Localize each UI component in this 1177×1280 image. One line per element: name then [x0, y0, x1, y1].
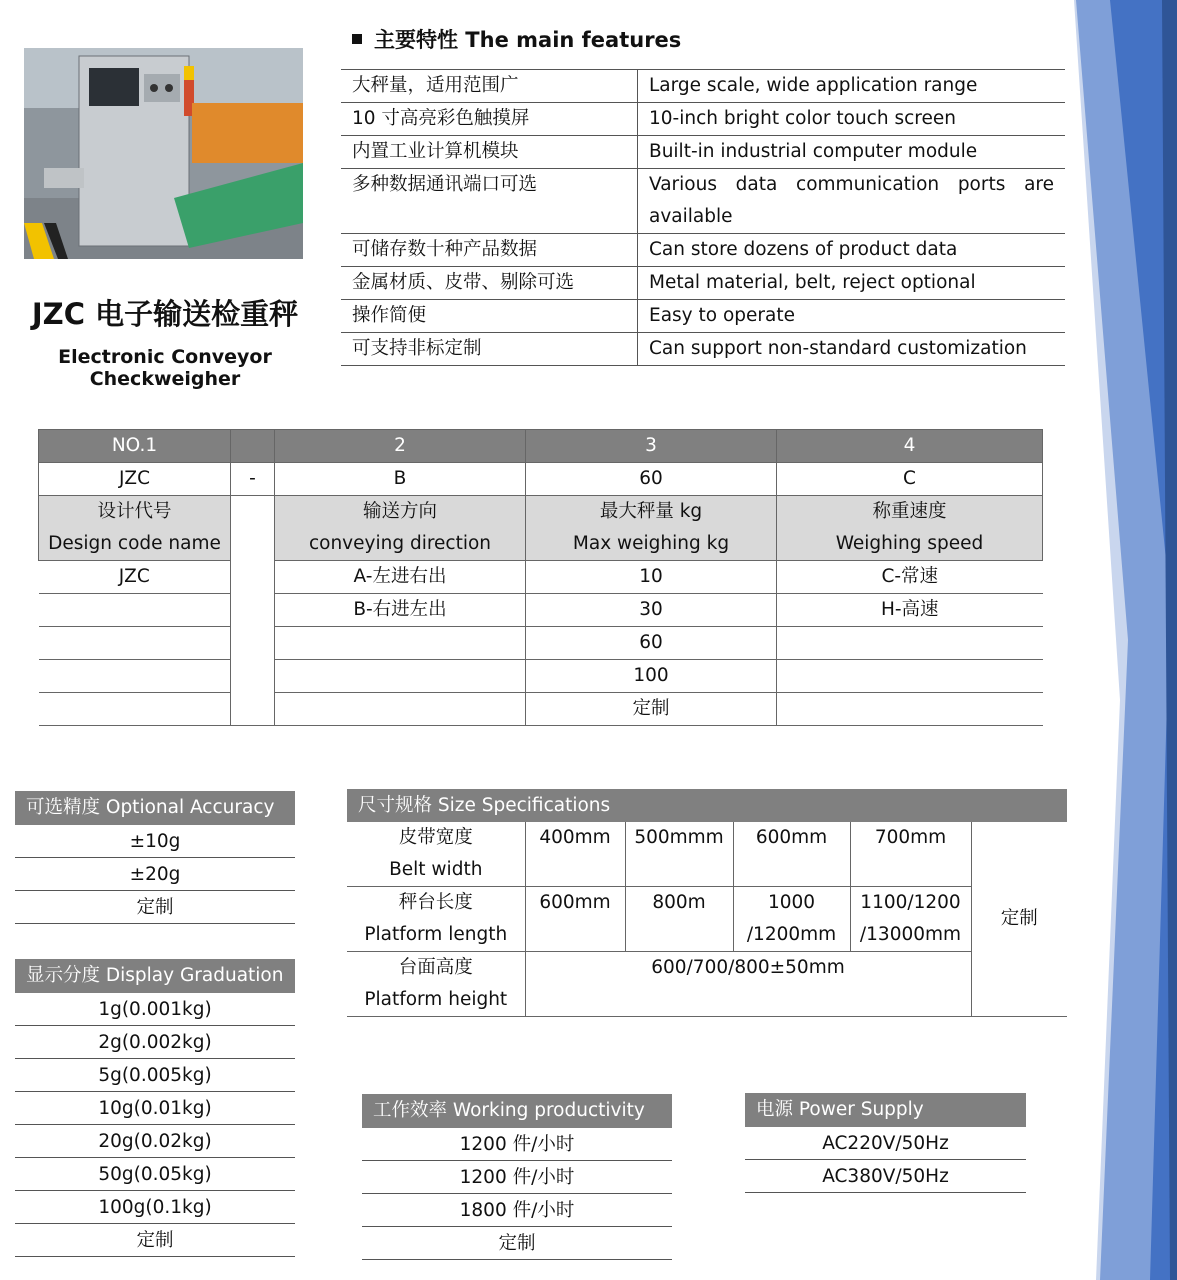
feature-en: Metal material, belt, reject optional: [638, 267, 1066, 300]
feature-cn: 大秤量，适用范围广: [341, 70, 638, 103]
code-option-cell: A-左进右出: [275, 561, 526, 594]
code-example-cell: 60: [526, 463, 777, 496]
code-option-cell: [39, 627, 231, 660]
code-option-cell: H-高速: [777, 594, 1043, 627]
code-option-row: [39, 594, 1043, 627]
feature-cn: 操作简便: [341, 300, 638, 333]
size-label-en: Belt width: [389, 859, 483, 880]
feature-en: 10-inch bright color touch screen: [638, 103, 1066, 136]
size-value: 1100/1200 /13000mm: [850, 887, 971, 952]
accuracy-heading: 可选精度 Optional Accuracy: [15, 791, 295, 825]
code-option-cell: [275, 660, 526, 693]
size-label-en: Platform length: [364, 924, 508, 945]
productivity-table: [362, 1094, 672, 1260]
size-label-cn: 秤台长度: [398, 892, 473, 913]
features-table: [341, 69, 1065, 366]
separator-column: [231, 496, 275, 726]
feature-cn: 内置工业计算机模块: [341, 136, 638, 169]
graduation-item: 20g(0.02kg): [15, 1125, 295, 1158]
size-value: 400mm: [525, 822, 625, 887]
code-option-cell: [777, 693, 1043, 726]
size-value: 500mmm: [625, 822, 733, 887]
feature-en: Built-in industrial computer module: [638, 136, 1066, 169]
code-option-cell: 定制: [526, 693, 777, 726]
code-label-cell: [39, 496, 231, 561]
code-option-cell: [777, 660, 1043, 693]
feature-row: [341, 136, 1065, 169]
accuracy-table: [15, 791, 295, 924]
code-label-en: Weighing speed: [835, 533, 984, 554]
productivity-item: 定制: [362, 1227, 672, 1260]
feature-en: Can store dozens of product data: [638, 234, 1066, 267]
feature-cn: 10 寸高亮彩色触摸屏: [341, 103, 638, 136]
productivity-item: 1200 件/小时: [362, 1161, 672, 1194]
graduation-item: 定制: [15, 1224, 295, 1257]
productivity-item: 1800 件/小时: [362, 1194, 672, 1227]
code-header-cell: 2: [275, 430, 526, 463]
code-option-cell: [39, 660, 231, 693]
code-option-row: [39, 561, 1043, 594]
size-heading: 尺寸规格 Size Specifications: [347, 789, 1067, 822]
code-example-cell: JZC: [39, 463, 231, 496]
feature-en: Large scale, wide application range: [638, 70, 1066, 103]
graduation-table: [15, 959, 295, 1257]
graduation-heading: 显示分度 Display Graduation: [15, 959, 295, 993]
power-item: AC380V/50Hz: [745, 1160, 1026, 1193]
code-option-cell: C-常速: [777, 561, 1043, 594]
code-option-row: [39, 627, 1043, 660]
productivity-item: 1200 件/小时: [362, 1128, 672, 1161]
graduation-item: 1g(0.001kg): [15, 993, 295, 1026]
code-example-cell: -: [231, 463, 275, 496]
code-option-cell: B-右进左出: [275, 594, 526, 627]
features-heading: [352, 24, 681, 54]
accuracy-item: ±10g: [15, 825, 295, 858]
product-title-cn: JZC 电子输送检重秤: [31, 297, 299, 331]
accuracy-item: 定制: [15, 891, 295, 924]
code-label-cell: [526, 496, 777, 561]
product-title-en: Electronic Conveyor Checkweigher: [58, 346, 272, 390]
code-label-cn: 称重速度: [872, 501, 947, 522]
feature-row: [341, 70, 1065, 103]
features-heading-text: 主要特性 The main features: [374, 28, 682, 52]
productivity-heading: 工作效率 Working productivity: [362, 1094, 672, 1128]
size-row-belt-width: [347, 822, 1067, 887]
code-option-cell: 100: [526, 660, 777, 693]
code-label-cn: 最大秤量 kg: [599, 501, 703, 522]
feature-en: Can support non-standard customization: [638, 333, 1066, 366]
code-option-row: [39, 660, 1043, 693]
feature-en: Various data communication ports are available: [649, 174, 1054, 227]
feature-row: [341, 169, 1065, 234]
code-label-en: Design code name: [48, 533, 221, 554]
code-option-row: [39, 693, 1043, 726]
graduation-item: 100g(0.1kg): [15, 1191, 295, 1224]
graduation-item: 50g(0.05kg): [15, 1158, 295, 1191]
code-option-cell: JZC: [39, 561, 231, 594]
code-option-cell: [275, 693, 526, 726]
code-header-cell: [231, 430, 275, 463]
product-photo: [24, 48, 303, 259]
size-row-platform-length: [347, 887, 1067, 952]
size-value: 600mm: [525, 887, 625, 952]
size-label-cn: 台面高度: [398, 957, 473, 978]
size-custom: 定制: [971, 822, 1067, 1017]
size-spec-table: [347, 789, 1067, 1017]
size-value: 600mm: [733, 822, 850, 887]
code-example-row: [39, 463, 1043, 496]
code-example-cell: C: [777, 463, 1043, 496]
code-label-cell: [275, 496, 526, 561]
graduation-item: 2g(0.002kg): [15, 1026, 295, 1059]
model-code-table: [38, 429, 1043, 726]
feature-row: [341, 333, 1065, 366]
power-heading: 电源 Power Supply: [745, 1093, 1026, 1127]
feature-en: Easy to operate: [638, 300, 1066, 333]
square-bullet-icon: [352, 34, 362, 44]
code-option-cell: 30: [526, 594, 777, 627]
feature-row: [341, 103, 1065, 136]
code-label-cn: 设计代号: [97, 501, 172, 522]
power-item: AC220V/50Hz: [745, 1127, 1026, 1160]
size-value: 1000 /1200mm: [733, 887, 850, 952]
graduation-item: 10g(0.01kg): [15, 1092, 295, 1125]
code-label-cell: [777, 496, 1043, 561]
power-table: [745, 1093, 1026, 1193]
code-header-cell: 3: [526, 430, 777, 463]
feature-cn: 金属材质、皮带、剔除可选: [341, 267, 638, 300]
code-header-cell: NO.1: [39, 430, 231, 463]
feature-row: [341, 234, 1065, 267]
size-heading-row: [347, 789, 1067, 822]
code-option-cell: [39, 693, 231, 726]
code-header-cell: 4: [777, 430, 1043, 463]
code-label-cn: 输送方向: [362, 501, 437, 522]
code-option-cell: 10: [526, 561, 777, 594]
code-option-cell: 60: [526, 627, 777, 660]
code-example-cell: B: [275, 463, 526, 496]
size-value: 600/700/800±50mm: [525, 952, 971, 1017]
size-value: 700mm: [850, 822, 971, 887]
feature-row: [341, 300, 1065, 333]
feature-row: [341, 267, 1065, 300]
code-label-en: Max weighing kg: [572, 533, 730, 554]
code-label-row: [39, 496, 1043, 561]
code-option-cell: [777, 627, 1043, 660]
feature-cn: 可支持非标定制: [341, 333, 638, 366]
code-option-cell: [275, 627, 526, 660]
size-label-cn: 皮带宽度: [398, 827, 473, 848]
code-option-cell: [39, 594, 231, 627]
accuracy-item: ±20g: [15, 858, 295, 891]
feature-cn: 可储存数十种产品数据: [341, 234, 638, 267]
feature-cn: 多种数据通讯端口可选: [341, 169, 638, 234]
size-label-en: Platform height: [364, 989, 508, 1010]
code-label-en: conveying direction: [308, 533, 492, 554]
size-value: 800m: [625, 887, 733, 952]
code-header-row: [39, 430, 1043, 463]
graduation-item: 5g(0.005kg): [15, 1059, 295, 1092]
size-row-platform-height: [347, 952, 1067, 1017]
